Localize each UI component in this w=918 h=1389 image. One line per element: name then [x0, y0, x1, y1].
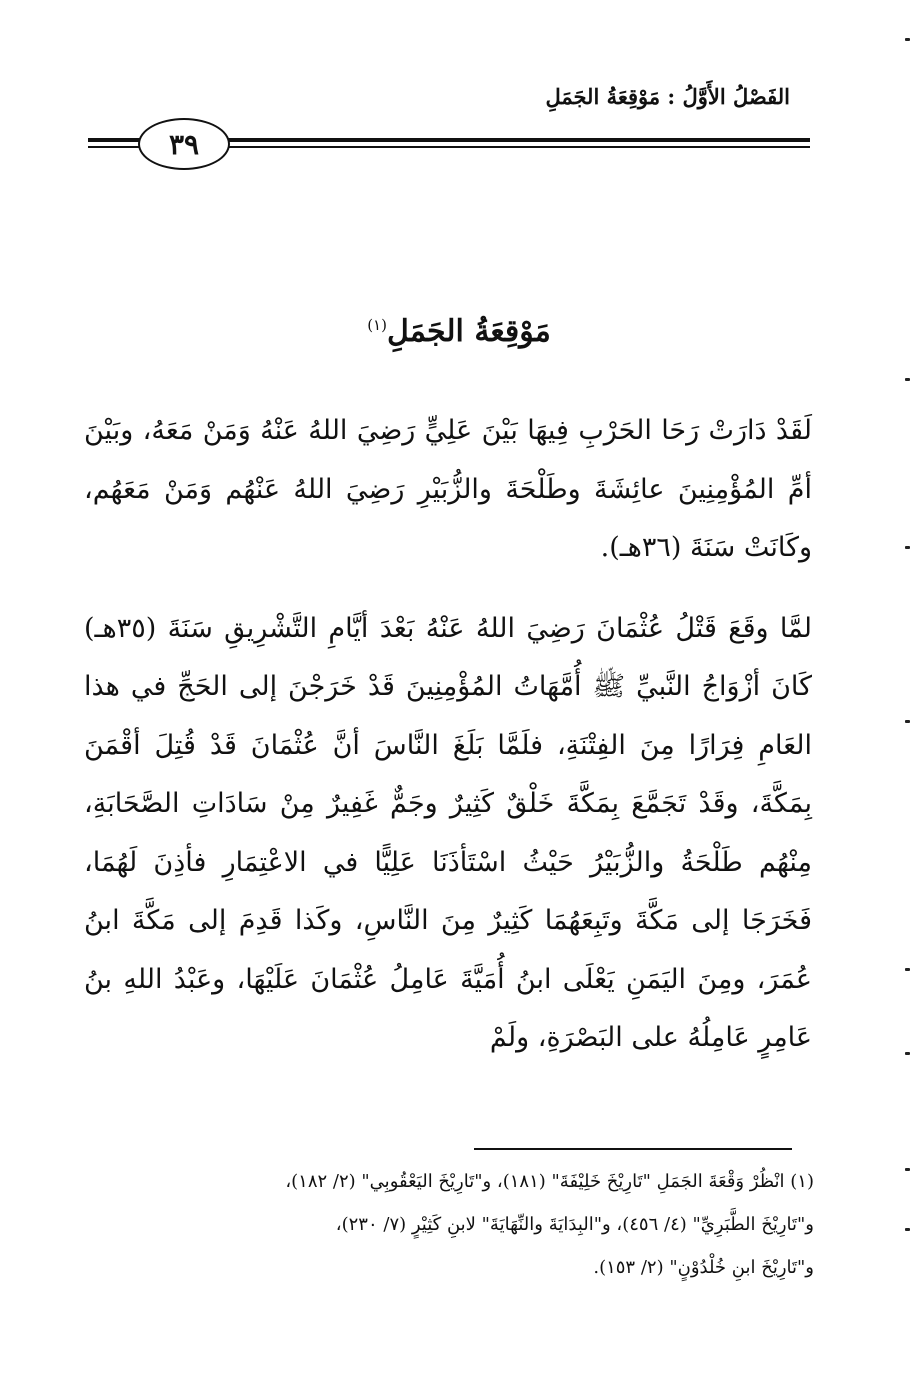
scan-speck: [905, 968, 910, 971]
chapter-title-text: مَوْقِعَةُ الجَمَلِ: [386, 314, 551, 349]
scan-speck: [905, 546, 910, 549]
scan-speck: [905, 378, 910, 381]
paragraph: لَقَدْ دَارَتْ رَحَا الحَرْبِ فِيهَا بَيْنَ عَلِيٍّ رَضِيَ اللهُ عَنْهُ وَمَنْ مَعَهُ، وبَيْنَ أمِّ المُؤْمِنِينَ عائِشَةَ وطَلْحَةَ والزُّبَيْرِ رَضِيَ اللهُ عَنْهُم وَمَنْ مَعَهُم، وكَانَتْ سَنَةَ (٣٦هـ).: [84, 415, 812, 563]
paragraph: لمَّا وقَعَ قَتْلُ عُثْمَانَ رَضِيَ اللهُ عَنْهُ بَعْدَ أيَّامِ التَّشْرِيقِ سَنَةَ (٣٥هـ) كَانَ أزْوَاجُ النَّبيِّ ﷺ أُمَّهَاتُ المُؤْمِنِينَ قَدْ خَرَجْنَ إلى الحَجِّ في هذا العَامِ فِرَارًا مِنَ الفِتْنَةِ، فلَمَّا بَلَغَ النَّاسَ أنَّ عُثْمَانَ قَدْ قُتِلَ أقْمَنَ بِمَكَّةَ، وقَدْ تَجَمَّعَ بِمَكَّةَ خَلْقٌ كَثِيرٌ وجَمٌّ غَفِيرٌ مِنْ سَادَاتِ الصَّحَابَةِ، مِنْهُم طَلْحَةُ والزُّبَيْرُ حَيْثُ اسْتَأذَنَا عَلِيًّا في الاعْتِمَارِ فأذِنَ لَهُمَا، فَخَرَجَا إلى مَكَّةَ وتَبِعَهُمَا كَثِيرٌ مِنَ النَّاسِ، وكَذا قَدِمَ إلى مَكَّةَ ابنُ عُمَرَ، ومِنَ اليَمَنِ يَعْلَى ابنُ أُمَيَّةَ عَامِلُ عُثْمَانَ عَلَيْهَا، وعَبْدُ اللهِ بنُ عَامِرٍ عَامِلُهُ على البَصْرَةِ، ولَمْ: [84, 612, 812, 1053]
footnote-separator: [474, 1148, 792, 1150]
page-number-badge: [138, 118, 230, 170]
body-text: [84, 402, 812, 1068]
footnotes: [84, 1160, 814, 1289]
scan-speck: [905, 1228, 910, 1231]
scan-speck: [905, 1052, 910, 1055]
page-number: ٣٩: [168, 127, 200, 161]
scan-speck: [905, 1168, 910, 1171]
scan-speck: [905, 720, 910, 723]
footnote-line: و"تَارِيْخَ الطَّبَرِيِّ" (٤/ ٤٥٦)، و"البِدَايَةَ والنِّهَايَةَ" لابنِ كَثِيْرٍ (٧/ ٢٣٠)،: [335, 1214, 814, 1235]
footnote-line: (١) انْظُرْ وَقْعَةَ الجَمَلِ "تَارِيْخَ خَلِيْفَةَ" (١٨١)، و"تَارِيْخَ اليَعْقُوبِي" (٢/ ١٨٢)،: [285, 1171, 814, 1192]
footnote-line: و"تَارِيْخَ ابنِ خُلْدُوْنٍ" (٢/ ١٥٣).: [593, 1257, 814, 1278]
scan-speck: [905, 38, 910, 41]
running-head: الفَصْلُ الأَوَّلُ : مَوْقِعَةُ الجَمَلِ: [545, 84, 790, 109]
footnote-marker: (١): [367, 316, 387, 334]
chapter-title: [0, 314, 918, 349]
